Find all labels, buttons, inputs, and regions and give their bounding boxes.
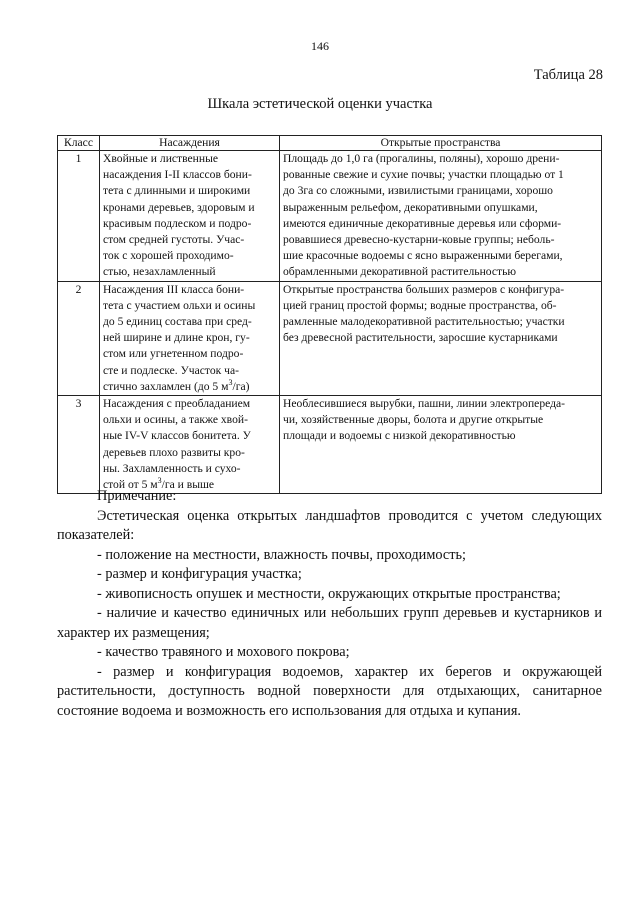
cell-line: ольхи и осины, а также хвой-: [103, 413, 248, 427]
cell-line: Площадь до 1,0 га (прогалины, поляны), хорошо дрени-: [283, 152, 560, 165]
cell-line: выраженным рельефом, декоративными опушками,: [283, 200, 538, 214]
cell-line: [103, 379, 276, 395]
cell-line: ровавшиеся древесно-кустарни-ковые группы; неболь-: [283, 233, 555, 247]
aesthetic-grade-table: [57, 135, 602, 494]
cell-line: цией границ простой формы; водные пространства, об-: [283, 298, 557, 312]
class-cell: 2: [58, 281, 100, 395]
cell-line: кронами деревьев, здоровым и: [103, 200, 255, 214]
stands-cell: [100, 151, 280, 282]
table-row: [58, 281, 602, 395]
note-title: Примечание:: [97, 488, 177, 504]
note-item: - положение на местности, влажность почвы, проходимость;: [97, 546, 466, 563]
cell-line: рамленные малодекоративной растительностью; участки: [283, 315, 565, 329]
class-cell: 1: [58, 151, 100, 282]
cell-line: стью, незахламленный: [103, 265, 216, 279]
class-cell: 3: [58, 396, 100, 494]
cell-line: ные IV-V классов бонитета. У: [103, 429, 251, 443]
cell-line: шие красочные водоемы с ясно выраженными берегами,: [283, 249, 563, 263]
cell-line: имеются единичные декоративные деревья или сформи-: [283, 216, 562, 230]
cell-line: сте и подлеске. Участок ча-: [103, 363, 239, 377]
cell-line: Открытые пространства больших размеров с конфигура-: [283, 282, 565, 296]
cell-text: /га и выше: [161, 478, 215, 492]
table-label: Таблица 28: [533, 67, 603, 83]
cell-line: без древесной растительности, заросшие кустарниками: [283, 331, 558, 345]
cell-line: до 5 единиц состава при сред-: [103, 315, 252, 329]
cell-line: до 3га со сложными, извилистыми границами, хорошо: [283, 184, 553, 198]
cell-line: насаждения I-II классов бони-: [103, 168, 252, 182]
cell-line: красивым подлеском и подро-: [103, 216, 252, 230]
open-spaces-cell: [280, 396, 602, 494]
cell-text: стой от 5 м: [103, 478, 158, 492]
cell-line: чи, хозяйственные дворы, болота и другие открытые: [283, 413, 544, 427]
superscript-3: 3: [228, 377, 233, 387]
table-header-row: [58, 136, 602, 151]
cell-line: ней ширине и длине крон, гу-: [103, 331, 250, 345]
cell-line: обрамленными декоративной растительностью: [283, 265, 517, 279]
cell-line: стом средней густоты. Учас-: [103, 233, 245, 247]
cell-line: деревьев плохо развиты кро-: [103, 445, 245, 459]
header-open-spaces: Открытые пространства: [280, 136, 602, 151]
stands-cell: [100, 281, 280, 395]
stands-cell: [100, 396, 280, 494]
note-item: - наличие и качество единичных или небольших групп деревьев и кустарников и характер их размещения;: [57, 605, 602, 641]
note-item: - качество травяного и мохового покрова;: [97, 644, 350, 660]
note-item: - живописность опушек и местности, окружающих открытые пространства;: [97, 585, 561, 602]
cell-line: тета с участием ольхи и осины: [103, 298, 256, 312]
header-class: Класс: [58, 136, 100, 151]
table-row: [58, 396, 602, 494]
cell-line: площади и водоемы с низкой декоративностью: [283, 429, 516, 443]
cell-line: Хвойные и лиственные: [103, 152, 219, 165]
cell-line: стом или угнетенном подро-: [103, 347, 244, 361]
superscript-3: 3: [157, 476, 162, 486]
cell-line: Насаждения с преобладанием: [103, 397, 251, 411]
header-stands: Насаждения: [100, 136, 280, 151]
cell-text: /га): [232, 379, 250, 393]
cell-line: ток с хорошей проходимо-: [103, 249, 234, 263]
table-title: Шкала эстетической оценки участка: [207, 96, 433, 112]
cell-line: Насаждения III класса бони-: [103, 282, 245, 296]
table-row: [58, 151, 602, 282]
cell-text: стично захламлен (до 5 м: [103, 379, 229, 393]
cell-line: рованные свежие и сухие почвы; участки площадью от 1: [283, 168, 564, 182]
note-item: - размер и конфигурация участка;: [97, 566, 302, 582]
open-spaces-cell: [280, 151, 602, 282]
cell-line: ны. Захламленность и сухо-: [103, 461, 241, 475]
note-section: [57, 487, 602, 721]
cell-line: Необлесившиеся вырубки, пашни, линии электропереда-: [283, 397, 566, 411]
open-spaces-cell: [280, 281, 602, 395]
page-number: 146: [311, 39, 329, 53]
note-item: - размер и конфигурация водоемов, характер их берегов и окружающей растительности, доступность водной поверхности для отдыхающих, санитарное состояние водоема и возможность его использования для отдыха и купания.: [57, 663, 602, 719]
cell-line: тета с длинными и широкими: [103, 184, 251, 198]
note-intro: Эстетическая оценка открытых ландшафтов проводится с учетом следующих показателей:: [57, 507, 602, 543]
